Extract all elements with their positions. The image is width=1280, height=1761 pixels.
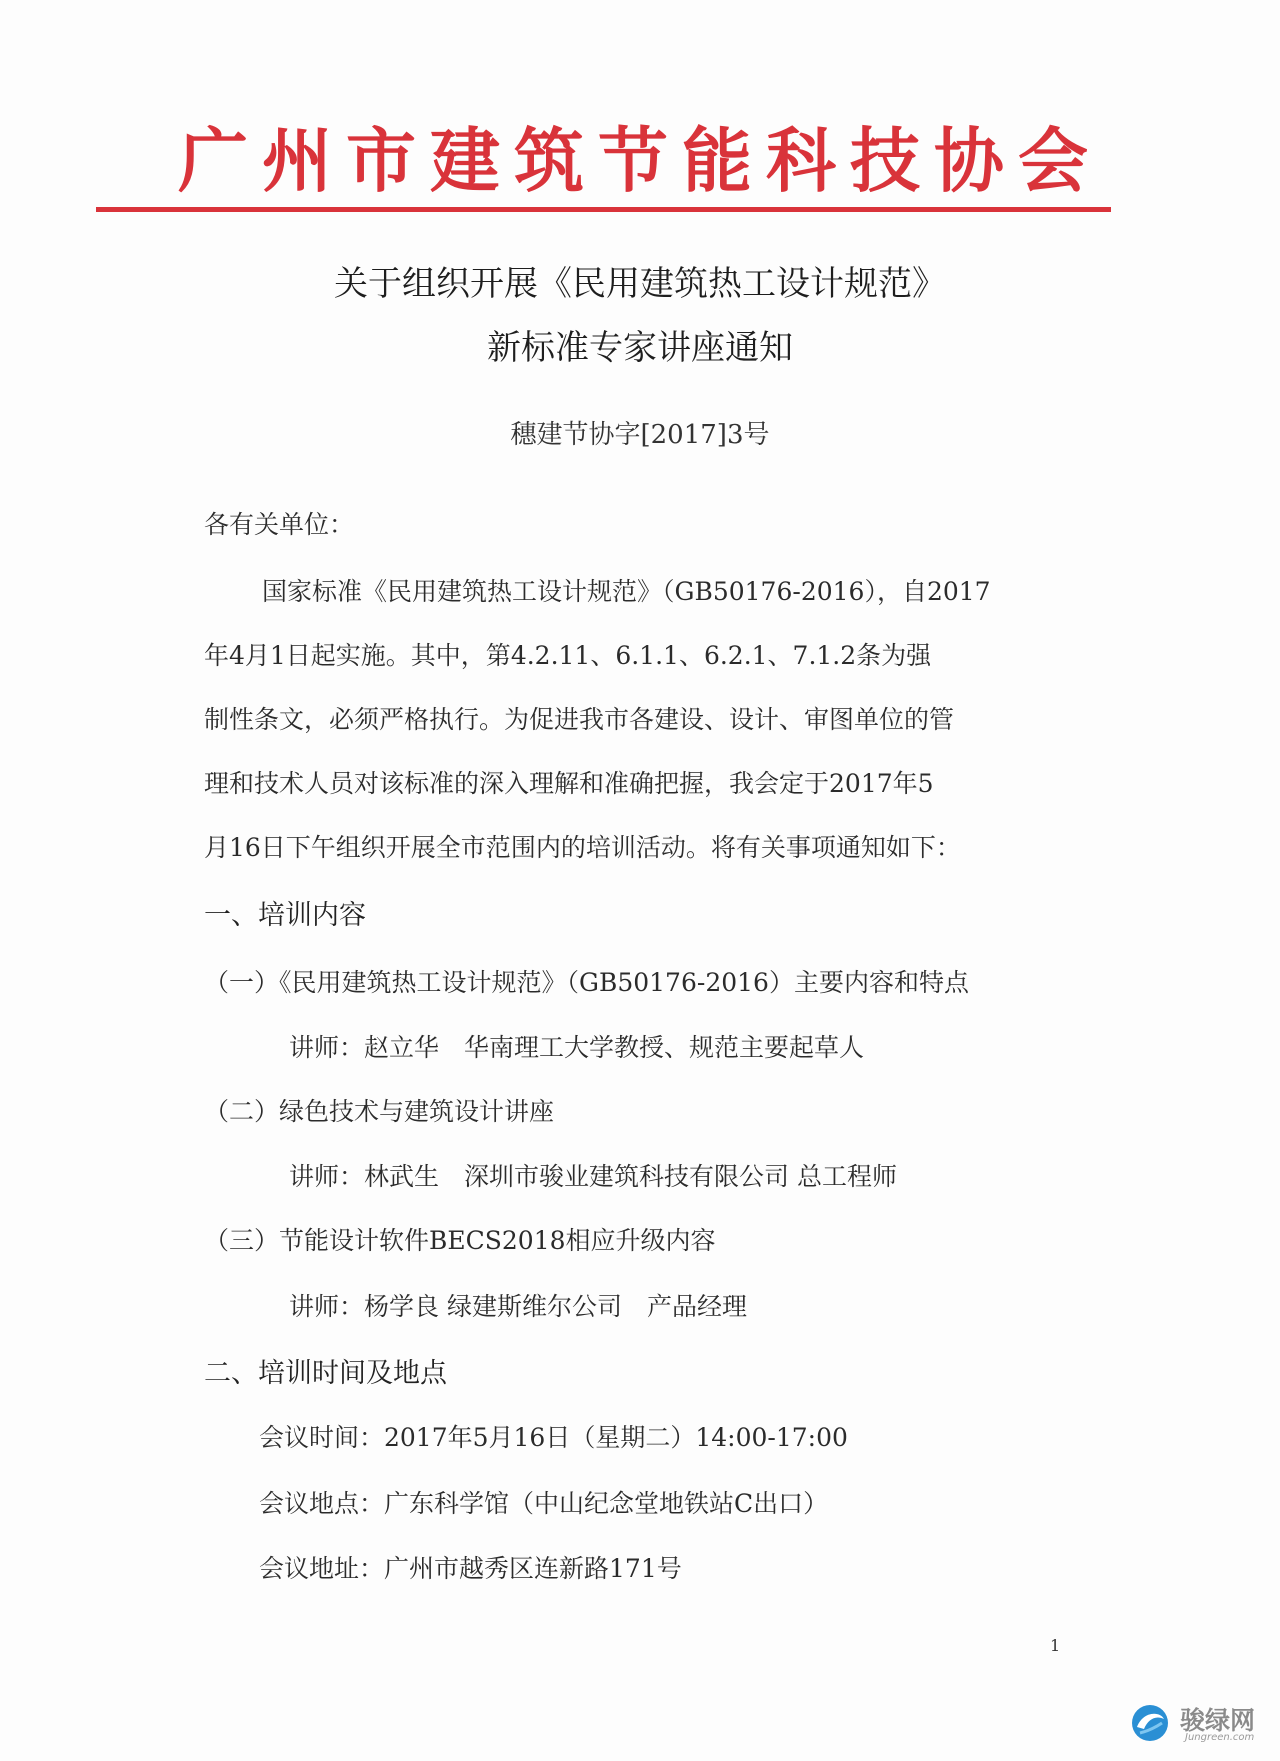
swirl-logo-icon <box>1128 1703 1174 1743</box>
watermark-subtext: Jungreen.com <box>1185 1732 1255 1743</box>
notice-title-line2: 新标准专家讲座通知 <box>487 328 793 368</box>
meeting-address: 会议地址：广州市越秀区连新路171号 <box>259 1554 682 1583</box>
watermark-text: 骏绿网 <box>1180 1706 1256 1735</box>
lecturer-line: 讲师：赵立华 华南理工大学教授、规范主要起草人 <box>289 1033 865 1062</box>
notice-title-line1: 关于组织开展《民用建筑热工设计规范》 <box>334 264 946 304</box>
intro-line: 年4月1日起实施。其中，第4.2.11、6.1.1、6.2.1、7.1.2条为强 <box>204 641 932 670</box>
intro-line: 月16日下午组织开展全市范围内的培训活动。将有关事项通知如下： <box>204 833 961 862</box>
intro-line: 理和技术人员对该标准的深入理解和准确把握，我会定于2017年5 <box>204 769 934 798</box>
section-heading-time-place: 二、培训时间及地点 <box>204 1358 447 1389</box>
lecturer-line: 讲师：杨学良 绿建斯维尔公司 产品经理 <box>289 1292 747 1321</box>
meeting-time: 会议时间：2017年5月16日（星期二）14:00-17:00 <box>259 1423 848 1452</box>
intro-line: 制性条文，必须严格执行。为促进我市各建设、设计、审图单位的管 <box>204 705 955 734</box>
page-number: 1 <box>1050 1636 1061 1655</box>
salutation: 各有关单位： <box>204 510 355 539</box>
training-item: （一）《民用建筑热工设计规范》（GB50176-2016）主要内容和特点 <box>204 968 969 997</box>
org-header: 广州市建筑节能科技协会 <box>178 120 1102 202</box>
training-item: （三）节能设计软件BECS2018相应升级内容 <box>204 1226 716 1255</box>
section-heading-training-content: 一、培训内容 <box>204 900 366 931</box>
intro-line: 国家标准《民用建筑热工设计规范》（GB50176-2016），自2017 <box>262 577 991 606</box>
meeting-place: 会议地点：广东科学馆（中山纪念堂地铁站C出口） <box>259 1489 829 1518</box>
document-number: 穗建节协字[2017]3号 <box>510 420 770 450</box>
lecturer-line: 讲师：林武生 深圳市骏业建筑科技有限公司 总工程师 <box>289 1162 897 1191</box>
training-item: （二）绿色技术与建筑设计讲座 <box>204 1097 555 1126</box>
header-divider <box>96 207 1111 212</box>
